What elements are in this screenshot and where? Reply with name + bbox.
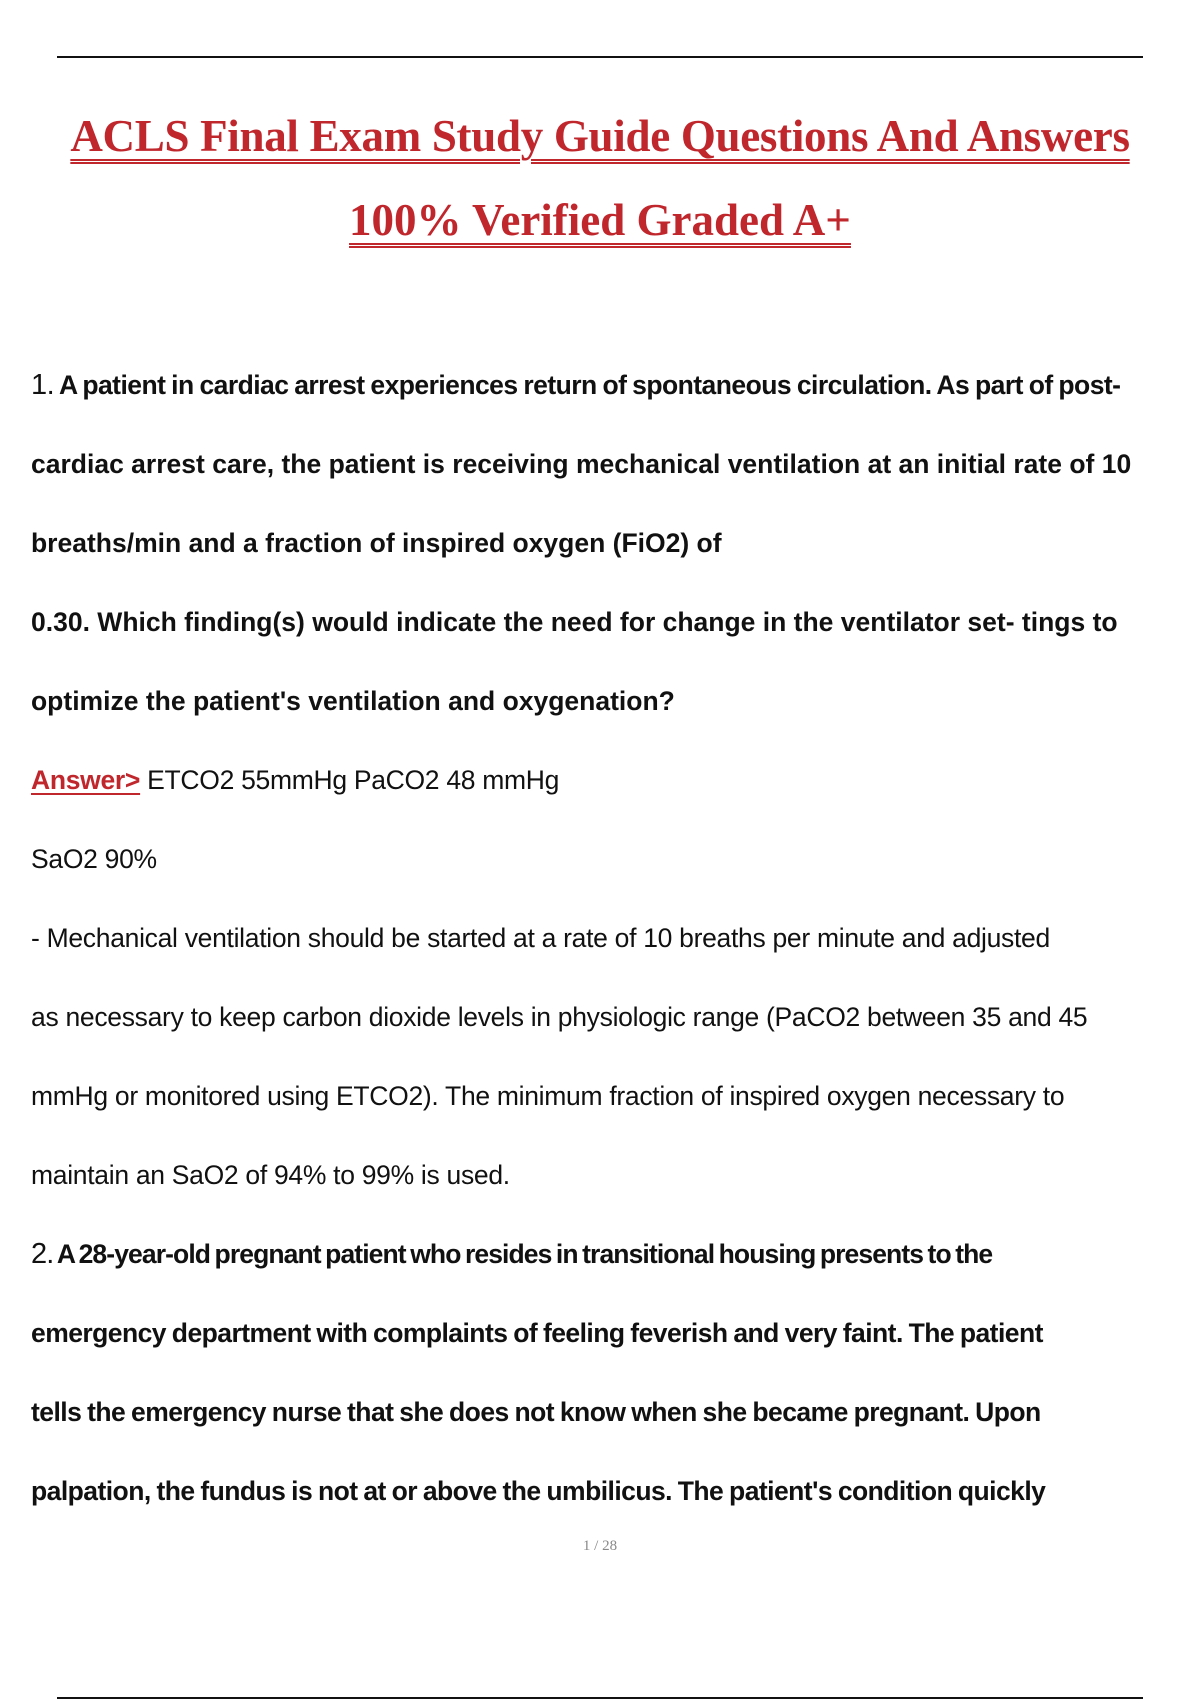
question-1-line-4: 0.30. Which finding(s) would indicate the need for change in the ventilator set- tings to — [31, 607, 1118, 637]
document-body — [31, 360, 1200, 1545]
question-2-line-4: palpation, the fundus is not at or above the umbilicus. The patient's condition quickly — [31, 1476, 1046, 1506]
question-1-line-1: 1. A patient in cardiac arrest experiences return of spontaneous circulation. As part of post- — [31, 369, 1121, 401]
question-2-number: 2. — [31, 1238, 54, 1270]
question-1-line-5: optimize the patient's ventilation and oxygenation? — [31, 686, 675, 716]
top-rule — [57, 56, 1143, 58]
page-number: 1 / 28 — [582, 1538, 618, 1554]
document-title-line-2: 100% Verified Graded A+ — [349, 195, 851, 245]
answer-1-line-1: Answer> ETCO2 55mmHg PaCO2 48 mmHg — [31, 765, 560, 795]
answer-1-line-2: SaO2 90% — [31, 844, 157, 874]
question-1-line-3: breaths/min and a fraction of inspired oxygen (FiO2) of — [31, 528, 722, 558]
answer-label: Answer> — [31, 765, 141, 795]
question-1-number: 1. — [31, 369, 55, 401]
question-1-line-2: cardiac arrest care, the patient is receiving mechanical ventilation at an initial rate of 10 — [31, 449, 1132, 479]
answer-1-line-4: as necessary to keep carbon dioxide levels in physiologic range (PaCO2 between 35 and 45 — [31, 1002, 1088, 1032]
bottom-rule — [57, 1697, 1143, 1699]
question-2-line-1: 2. A 28-year-old pregnant patient who resides in transitional housing presents to the — [31, 1238, 993, 1270]
answer-1-line-5: mmHg or monitored using ETCO2). The minimum fraction of inspired oxygen necessary to — [31, 1081, 1065, 1111]
answer-1-line-3: - Mechanical ventilation should be started at a rate of 10 breaths per minute and adjusted — [31, 923, 1050, 953]
question-2-line-2: emergency department with complaints of feeling feverish and very faint. The patient — [31, 1318, 1043, 1348]
question-2-line-3: tells the emergency nurse that she does not know when she became pregnant. Upon — [31, 1397, 1041, 1427]
document-title-line-1: ACLS Final Exam Study Guide Questions And Answers — [70, 111, 1130, 161]
answer-1-line-6: maintain an SaO2 of 94% to 99% is used. — [31, 1160, 510, 1190]
